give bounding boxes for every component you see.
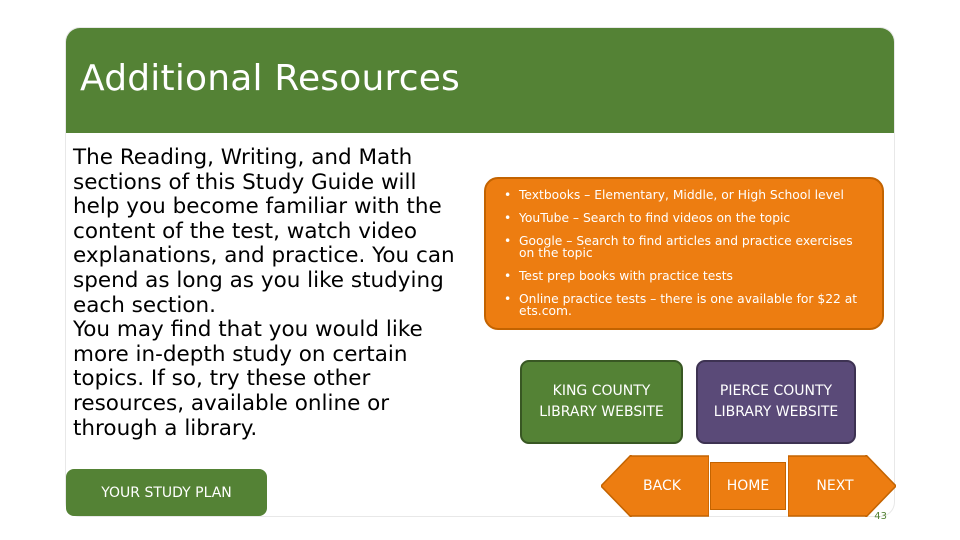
list-item: • Google – Search to find articles and practice exercises on the topic [504,234,853,260]
list-item: • Online practice tests – there is one available for $22 at ets.com. [504,291,858,318]
next-button[interactable] [788,455,896,517]
body-text [73,146,468,441]
next-label: NEXT [816,478,854,494]
bullet-icon: • [504,234,512,249]
home-label: HOME [726,478,770,494]
list-item: • Textbooks – Elementary, Middle, or High School level [504,188,844,202]
resources-box [484,177,884,330]
page-title: Additional Resources [80,58,461,99]
bullet-icon: • [504,268,512,283]
list-item: • Test prep books with practice tests [504,268,733,283]
pierce-county-library-button[interactable]: PIERCE COUNTY LIBRARY WEBSITE [696,360,856,444]
page-number: 43 [874,511,887,522]
bullet-icon: • [504,188,512,202]
back-label: BACK [643,478,681,494]
list-item: • YouTube – Search to find videos on the topic [504,211,791,226]
bullet-icon: • [504,211,512,226]
back-button[interactable] [601,455,709,517]
home-button[interactable] [710,462,786,510]
body-paragraph-2: You may find that you would like more in-depth study on certain topics. If so, try these other resources, available online or through a library. [73,317,423,441]
bullet-icon: • [504,291,512,306]
resources-list [500,190,868,317]
king-county-library-button[interactable]: KING COUNTY LIBRARY WEBSITE [520,360,683,444]
study-plan-button[interactable]: YOUR STUDY PLAN [66,469,267,516]
body-paragraph-1: The Reading, Writing, and Math sections of this Study Guide will help you become familiar with the content of the test, watch video explanations, and practice. You can spend as long as you like studying each section. [73,145,455,318]
